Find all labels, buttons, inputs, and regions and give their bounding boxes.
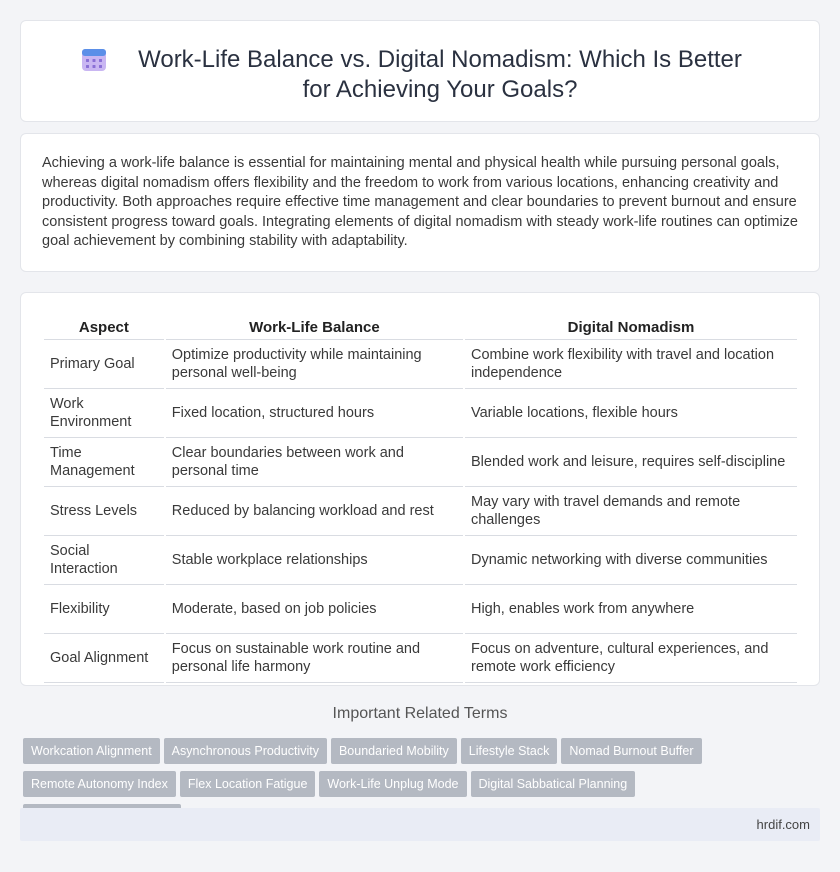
- header-work-life-balance: Work-Life Balance: [166, 315, 463, 340]
- footer: [20, 808, 820, 841]
- comparison-table: [42, 315, 799, 683]
- comparison-card: [20, 292, 820, 686]
- related-term-tag[interactable]: Workcation Alignment: [23, 738, 160, 764]
- intro-card: [20, 133, 820, 272]
- page-title: Work-Life Balance vs. Digital Nomadism: Which Is Better for Achieving Your Goals?: [138, 46, 742, 103]
- title-card: [20, 20, 820, 122]
- related-term-tag[interactable]: Work-Life Unplug Mode: [319, 771, 466, 797]
- related-terms-title: Important Related Terms: [332, 705, 508, 722]
- digital-nomadism-cell: Dynamic networking with diverse communities: [465, 536, 797, 585]
- aspect-cell: Flexibility: [44, 585, 164, 634]
- aspect-cell: Work Environment: [44, 389, 164, 438]
- digital-nomadism-cell: Variable locations, flexible hours: [465, 389, 797, 438]
- work-life-balance-cell: Reduced by balancing workload and rest: [166, 487, 463, 536]
- work-life-balance-cell: Fixed location, structured hours: [166, 389, 463, 438]
- intro-paragraph: Achieving a work-life balance is essential for maintaining mental and physical health while pursuing personal goals, whereas digital nomadism offers flexibility and the freedom to work from various locations, enhancing creativity and productivity. Both approaches require effective time management and clear boundaries to prevent burnout and ensure consistent progress toward goals. Integrating elements of digital nomadism with steady work-life routines can optimize goal achievement by combining stability with adaptability.: [42, 155, 798, 249]
- work-life-balance-cell: Optimize productivity while maintaining personal well-being: [166, 340, 463, 389]
- aspect-cell: Social Interaction: [44, 536, 164, 585]
- table-row: [44, 536, 797, 585]
- digital-nomadism-cell: High, enables work from anywhere: [465, 585, 797, 634]
- related-term-tag[interactable]: Nomad Burnout Buffer: [561, 738, 701, 764]
- aspect-cell: Goal Alignment: [44, 634, 164, 683]
- header-aspect: Aspect: [44, 315, 164, 340]
- digital-nomadism-cell: Focus on adventure, cultural experiences, and remote work efficiency: [465, 634, 797, 683]
- aspect-cell: Primary Goal: [44, 340, 164, 389]
- table-row: [44, 487, 797, 536]
- work-life-balance-cell: Moderate, based on job policies: [166, 585, 463, 634]
- related-term-tag[interactable]: Flex Location Fatigue: [180, 771, 316, 797]
- digital-nomadism-cell: Blended work and leisure, requires self-discipline: [465, 438, 797, 487]
- related-term-tag[interactable]: Digital Sabbatical Planning: [471, 771, 636, 797]
- work-life-balance-cell: Focus on sustainable work routine and personal life harmony: [166, 634, 463, 683]
- aspect-cell: Time Management: [44, 438, 164, 487]
- aspect-cell: Stress Levels: [44, 487, 164, 536]
- work-life-balance-cell: Stable workplace relationships: [166, 536, 463, 585]
- table-row: [44, 438, 797, 487]
- table-row: [44, 340, 797, 389]
- work-life-balance-cell: Clear boundaries between work and personal time: [166, 438, 463, 487]
- related-term-tag[interactable]: Remote Autonomy Index: [23, 771, 176, 797]
- table-row: [44, 634, 797, 683]
- digital-nomadism-cell: Combine work flexibility with travel and location independence: [465, 340, 797, 389]
- footer-site: hrdif.com: [756, 817, 810, 832]
- table-row: [44, 389, 797, 438]
- header-digital-nomadism: Digital Nomadism: [465, 315, 797, 340]
- digital-nomadism-cell: May vary with travel demands and remote challenges: [465, 487, 797, 536]
- related-term-tag[interactable]: Asynchronous Productivity: [164, 738, 327, 764]
- table-header-row: [44, 315, 797, 340]
- related-term-tag[interactable]: Lifestyle Stack: [461, 738, 558, 764]
- table-row: [44, 585, 797, 634]
- related-term-tag[interactable]: Boundaried Mobility: [331, 738, 457, 764]
